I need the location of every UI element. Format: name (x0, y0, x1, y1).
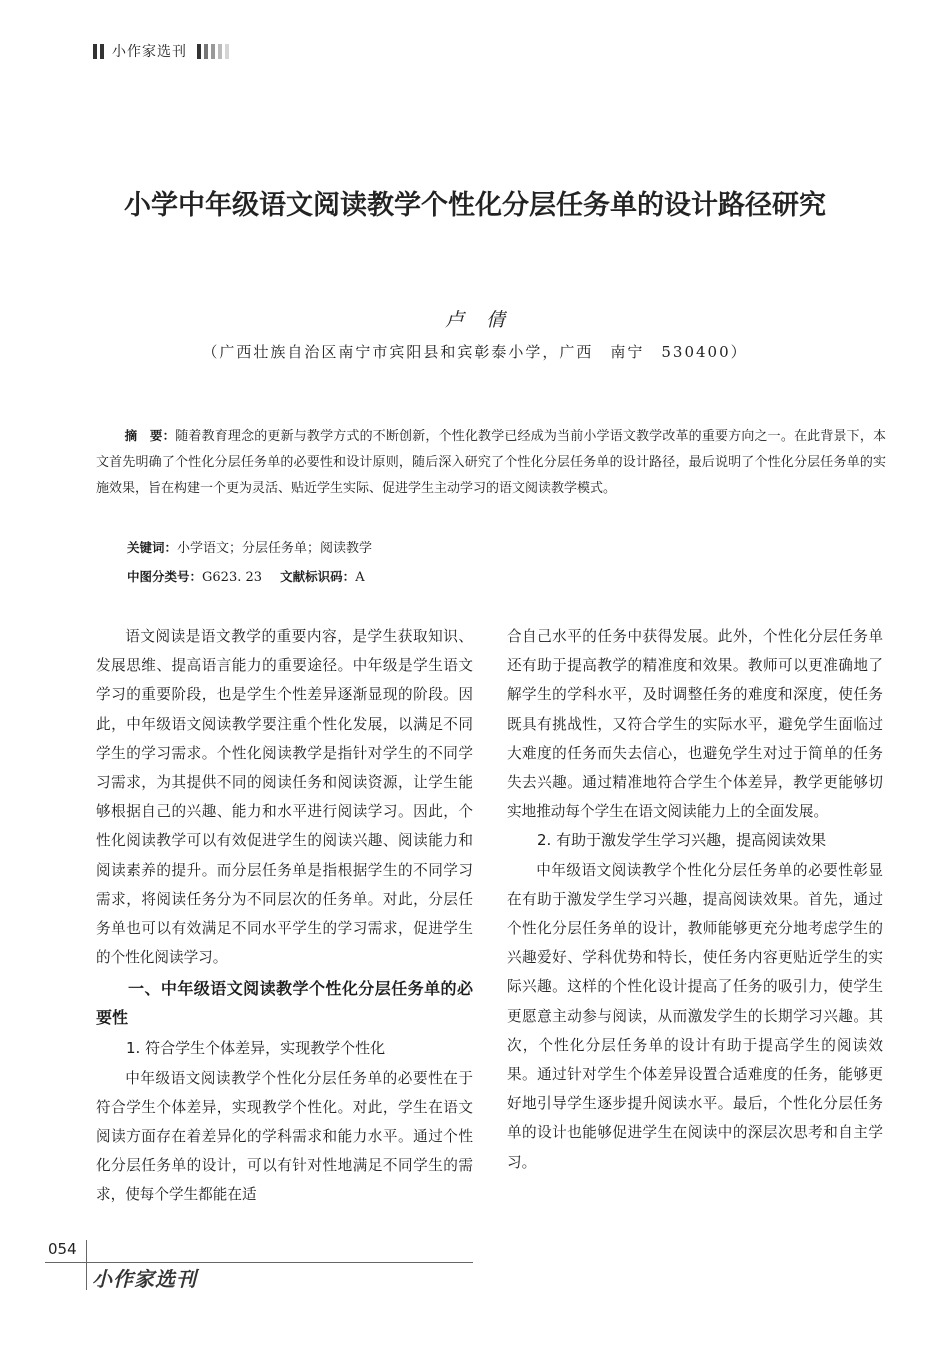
continued-paragraph: 合自己水平的任务中获得发展。此外，个性化分层任务单还有助于提高教学的精准度和效果。教师可以更准确地了解学生的学科水平，及时调整任务的难度和深度，使任务既具有挑战性，又符合学生的实际水平，避免学生面临过大难度的任务而失去信心，也避免学生对过于简单的任务失去兴趣。通过精准地符合学生个体差异，教学更能够切实地推动每个学生在语文阅读能力上的全面发展。 (507, 628, 883, 821)
right-column (507, 622, 883, 1177)
doc-code-label: 文献标识码： (280, 569, 356, 584)
subsection-1-paragraph: 中年级语文阅读教学个性化分层任务单的必要性在于符合学生个体差异，实现教学个性化。对此，学生在语文阅读方面存在着差异化的学科需求和能力水平。通过个性化分层任务单的设计，可以有针对性地满足不同学生的需求，使每个学生都能在适 (96, 1069, 473, 1204)
subsection-2-paragraph: 中年级语文阅读教学个性化分层任务单的必要性彰显在有助于激发学生学习兴趣，提高阅读效果。首先，通过个性化分层任务单的设计，教师能够更充分地考虑学生的兴趣爱好、学科优势和特长，使任务内容更贴近学生的实际兴趣。这样的个性化设计提高了任务的吸引力，使学生更愿意主动参与阅读，从而激发学生的长期学习兴趣。其次，个性化分层任务单的设计有助于提高学生的阅读效果。通过针对学生个体差异设置合适难度的任务，能够更好地引导学生逐步提升阅读水平。最后，个性化分层任务单的设计也能够促进学生在阅读中的深层次思考和自主学习。 (507, 861, 883, 1171)
subsection-heading-2: 2. 有助于激发学生学习兴趣，提高阅读效果 (537, 831, 827, 850)
clc-label: 中图分类号： (127, 569, 203, 584)
keywords (127, 538, 372, 559)
classification (127, 567, 365, 588)
journal-logo: 小作家选刊 (92, 1267, 197, 1291)
intro-paragraph: 语文阅读是语文教学的重要内容，是学生获取知识、发展思维、提高语言能力的重要途径。中年级是学生语文学习的重要阶段，也是学生个性差异逐渐显现的阶段。因此，中年级语文阅读教学要注重个性化发展，以满足不同学生的学习需求。个性化阅读教学是指针对学生的不同学习需求，为其提供不同的阅读任务和阅读资源，让学生能够根据自己的兴趣、能力和水平进行阅读学习。因此，个性化阅读教学可以有效促进学生的阅读兴趣、阅读能力和阅读素养的提升。而分层任务单是指根据学生的不同学习需求，将阅读任务分为不同层次的任务单。对此，分层任务单也可以有效满足不同水平学生的学习需求，促进学生的个性化阅读学习。 (96, 628, 473, 967)
left-column (96, 622, 473, 1210)
section-heading-1: 一、中年级语文阅读教学个性化分层任务单的必要性 (96, 979, 473, 1028)
abstract (96, 423, 886, 502)
abstract-text: 随着教育理念的更新与教学方式的不断创新，个性化教学已经成为当前小学语文教学改革的重要方向之一。在此背景下，本文首先明确了个性化分层任务单的必要性和设计原则，随后深入研究了个性化分层任务单的设计路径，最后说明了个性化分层任务单的实施效果，旨在构建一个更为灵活、贴近学生实际、促进学生主动学习的语文阅读教学模式。 (96, 429, 886, 496)
keywords-text: 小学语文；分层任务单；阅读教学 (177, 541, 373, 556)
header-bars-right (197, 44, 229, 59)
journal-name: 小作家选刊 (112, 44, 187, 60)
header-bars-left (93, 44, 104, 59)
abstract-label: 摘 要： (124, 428, 176, 443)
author-affiliation: （广西壮族自治区南宁市宾阳县和宾彰泰小学，广西 南宁 530400） (202, 343, 748, 361)
footer-divider (86, 1240, 87, 1290)
author-name: 卢倩 (444, 309, 527, 331)
keywords-label: 关键词： (127, 540, 178, 555)
subsection-heading-1: 1. 符合学生个体差异，实现教学个性化 (126, 1039, 386, 1058)
page-number: 054 (48, 1240, 77, 1258)
clc-value: G623. 23 (202, 570, 263, 585)
article-title: 小学中年级语文阅读教学个性化分层任务单的设计路径研究 (124, 190, 826, 221)
doc-code-value: A (355, 570, 365, 585)
running-header (93, 40, 229, 62)
abstract-paragraph (96, 423, 886, 502)
